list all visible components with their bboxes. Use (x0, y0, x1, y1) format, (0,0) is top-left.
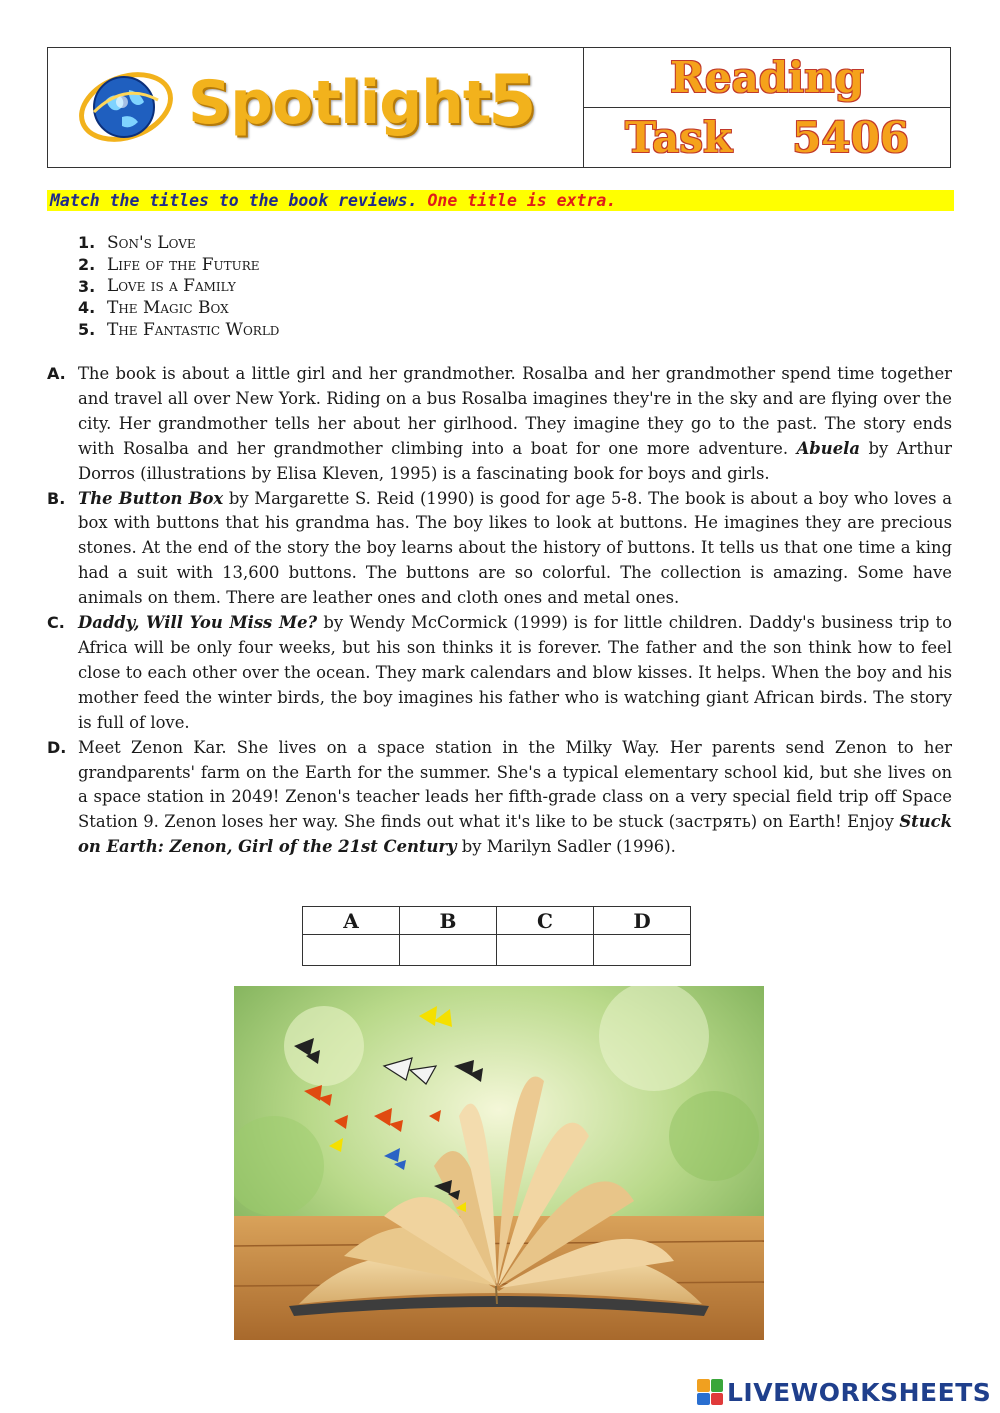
title-item (78, 319, 279, 341)
brand-text: LIVEWORKSHEETS (727, 1377, 992, 1407)
globe-icon (74, 62, 174, 152)
book-butterflies-image (234, 986, 764, 1340)
answer-cell-d[interactable] (594, 935, 691, 966)
review-text-part: by Arthur Dorros (illustrations by Elisa Kleven, 1995) is a fascinating book for boys and girls. (78, 438, 952, 483)
title-item (78, 254, 279, 276)
reading-label: Reading (669, 53, 865, 102)
title-item (78, 232, 279, 254)
review-text-part: by Marilyn Sadler (1996). (456, 837, 676, 857)
review-letter: B. (47, 488, 66, 508)
title-cell (584, 48, 950, 167)
answer-input-row (303, 935, 691, 966)
review-letter: D. (47, 737, 67, 757)
task-title (584, 108, 950, 167)
instruction-bar (47, 190, 954, 211)
worksheet-header (47, 47, 951, 168)
title-text: Son's Love (107, 232, 196, 253)
title-number: 4. (78, 298, 96, 318)
review-b (47, 487, 952, 612)
answer-header-c: C (497, 907, 594, 935)
liveworksheets-logo (697, 1375, 993, 1409)
answer-header-a: A (303, 907, 400, 935)
review-letter: C. (47, 613, 65, 633)
spotlight-logo (48, 48, 584, 167)
book-reviews (47, 362, 952, 860)
book-title: The Button Box (78, 488, 224, 508)
liveworksheets-icon (697, 1379, 723, 1405)
title-text: Love is a Family (107, 276, 236, 297)
title-number: 2. (78, 255, 96, 275)
review-text-part: Meet Zenon Kar. She lives on a space station in the Milky Way. Her parents send Zenon to her grandparents' farm on the Earth for the summer. She's a typical elementary school kid, but she lives on a space station in 2049! Zenon's teacher leads her fifth-grade class on a very special field trip off Space Station 9. Zenon loses her way. She finds out what it's like to be stuck (застрять) on Earth! Enjoy (78, 737, 952, 832)
instruction-extra: One title is extra. (427, 191, 617, 210)
reading-title (584, 48, 950, 108)
book-title: Abuela (796, 438, 860, 458)
answer-cell-c[interactable] (497, 935, 594, 966)
title-text: The Magic Box (107, 297, 229, 318)
titles-list (78, 232, 279, 340)
review-text (78, 487, 952, 612)
answer-header-b: B (400, 907, 497, 935)
title-text: Life of the Future (107, 254, 260, 275)
review-text-part: The book is about a little girl and her grandmother. Rosalba and her grandmother spend time together and travel all over New York. Riding on a bus Rosalba imagines they're in the sky and are flying over the city. Her grandmother tells her about her girlhood. They imagine they go to the past. The story ends with Rosalba and her grandmother climbing into a boat for one more adventure. (78, 364, 952, 458)
title-item (78, 297, 279, 319)
review-text (78, 362, 952, 487)
review-text-part: by Margarette S. Reid (1990) is good for age 5-8. The book is about a boy who loves a box with buttons that his grandma has. The boy likes to look at buttons. He imagines they are precious stones. At the end of the story the boy learns about the history of buttons. It tells us that one time a king had a suit with 13,600 buttons. The buttons are so colorful. The collection is amazing. Some have animals on them. There are leather ones and cloth ones and metal ones. (78, 488, 952, 608)
instruction-main: Match the titles to the book reviews. (50, 191, 418, 210)
task-number: 5406 (792, 113, 910, 162)
book-title: Stuck on Earth: Zenon, Girl of the 21st Century (78, 812, 952, 857)
answer-cell-b[interactable] (400, 935, 497, 966)
task-label: Task (624, 113, 733, 162)
answer-cell-a[interactable] (303, 935, 400, 966)
answer-header-d: D (594, 907, 691, 935)
answer-table (302, 906, 691, 966)
title-number: 1. (78, 233, 96, 253)
review-text (78, 611, 952, 736)
logo-number: 5 (488, 60, 537, 142)
book-title: Daddy, Will You Miss Me? (78, 613, 318, 633)
review-text-part: by Wendy McCormick (1999) is for little children. Daddy's business trip to Africa will be only four weeks, but his son thinks it is forever. The father and the son think how to feel close to each other over the ocean. They mark calendars and blow kisses. It helps. When the boy and his mother feed the winter birds, the boy imagines his father who is watching giant African birds. The story is full of love. (78, 613, 952, 732)
review-letter: A. (47, 364, 66, 383)
title-number: 5. (78, 320, 96, 340)
answer-header-row (303, 907, 691, 935)
title-number: 3. (78, 276, 96, 296)
review-c (47, 611, 952, 736)
review-a (47, 362, 952, 487)
logo-text: Spotlight (188, 68, 491, 138)
title-text: The Fantastic World (107, 319, 280, 340)
review-text (78, 736, 952, 861)
title-item (78, 275, 279, 297)
review-d (47, 736, 952, 861)
